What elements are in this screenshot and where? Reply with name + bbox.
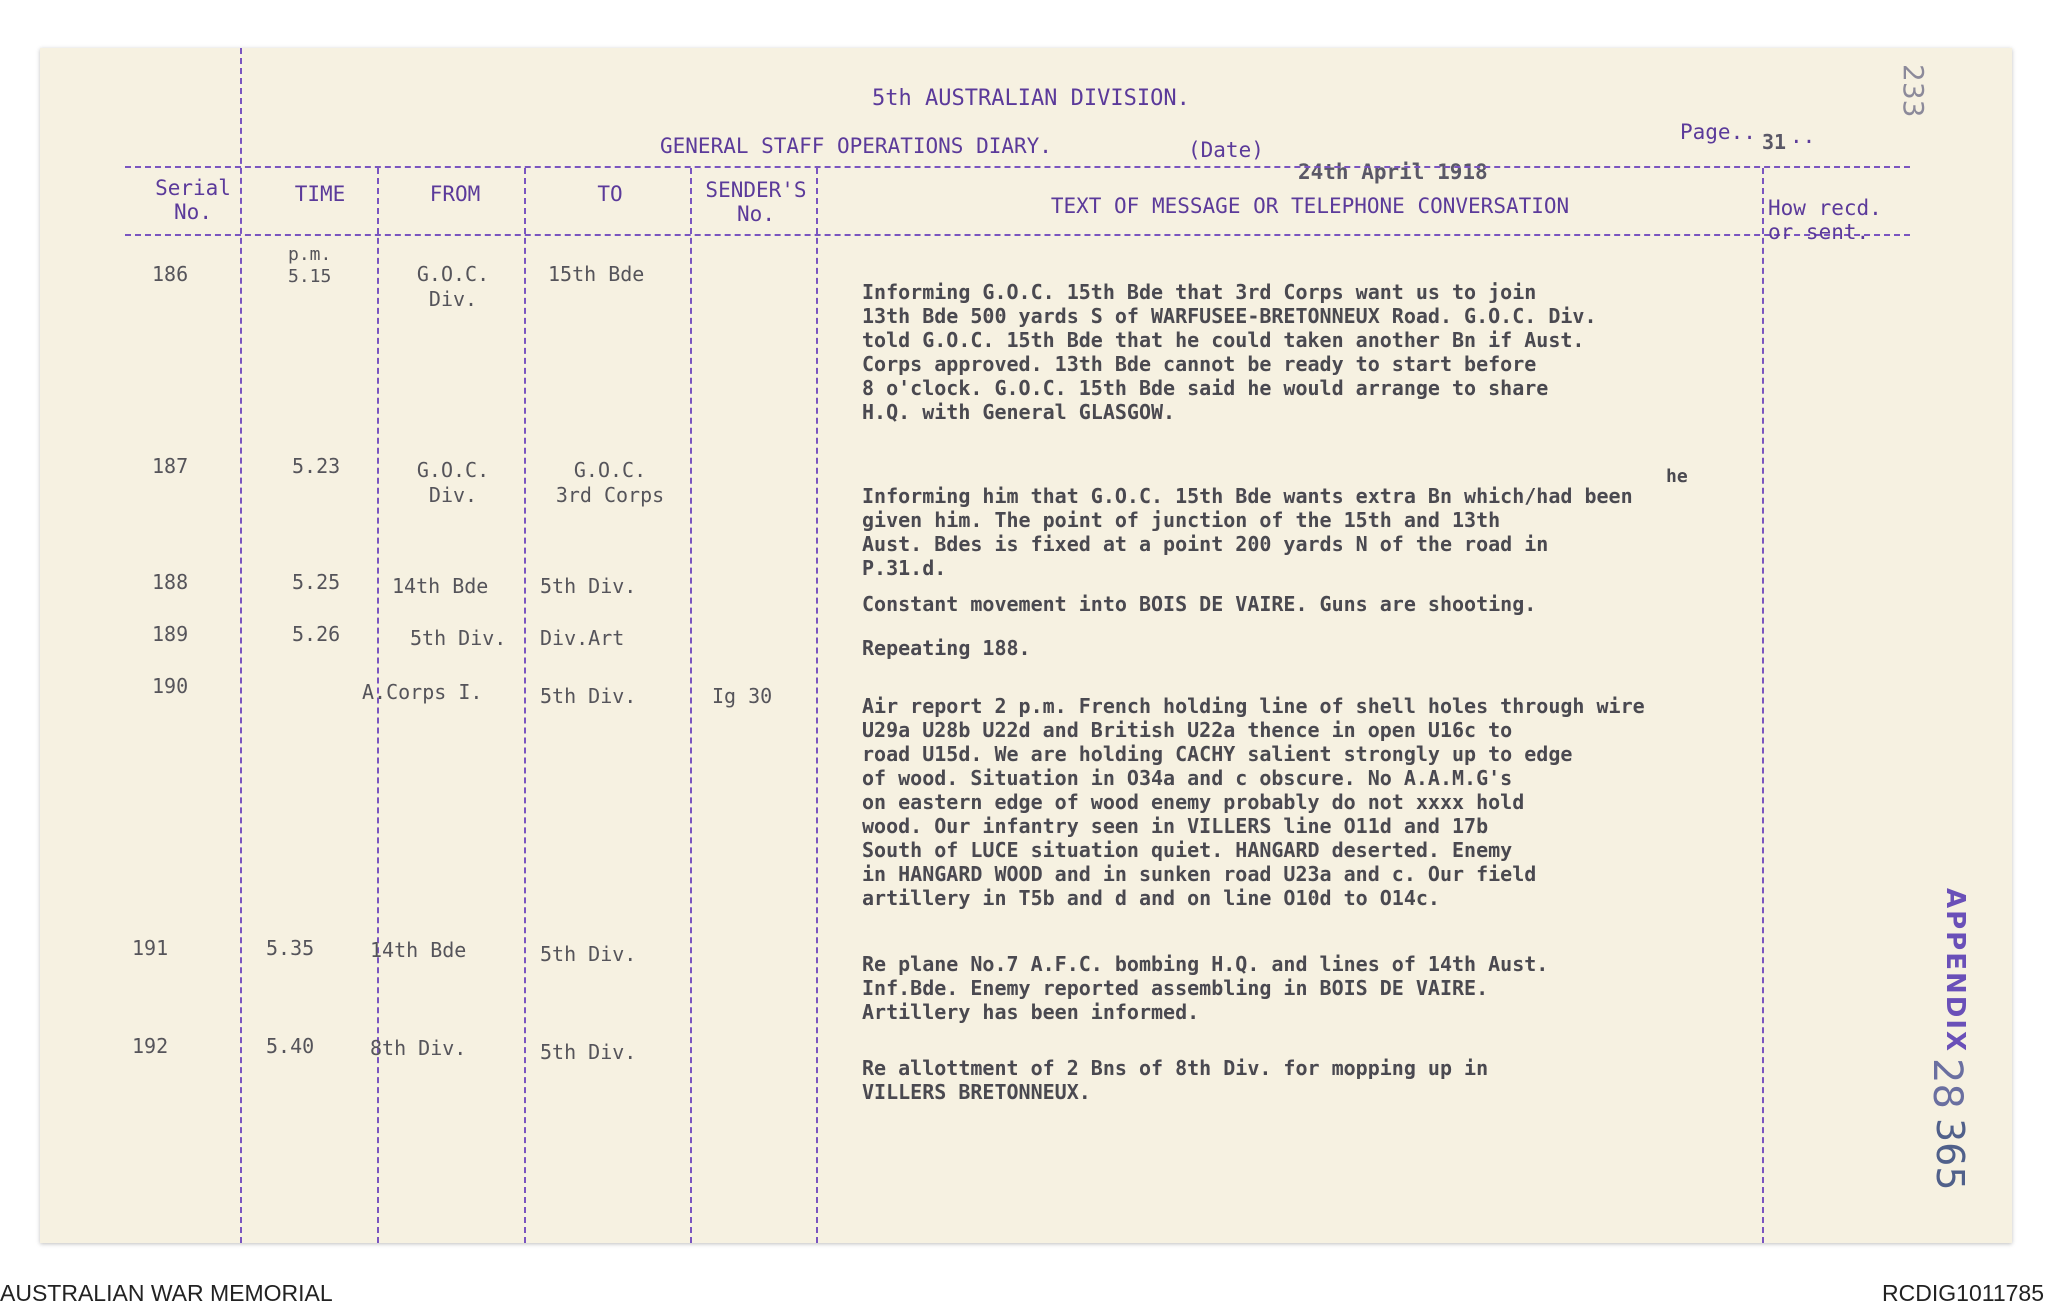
column-header-sender: SENDER'S No.: [705, 178, 807, 226]
column-divider: [524, 168, 526, 1243]
table-row-time: 5.35: [266, 936, 315, 960]
date-value: 24th April 1918: [1298, 160, 1488, 184]
table-row-text: Informing him that G.O.C. 15th Bde wants extra Bn which/had been given him. The point of junction of the 15th and 13th Aust. Bdes is fixed at a point 200 yards N of the road in P.31.d.: [862, 484, 1633, 580]
page-suffix: ..: [1790, 124, 1816, 148]
table-row-text: Air report 2 p.m. French holding line of shell holes through wire U29a U28b U22d and British U22a thence in open U16c to road U15d. We are holding CACHY salient strongly up to edge of wood. Situation in O34a and c obscure. No A.A.M.G's on eastern edge of wood enemy probably do not xxxx hold wood. Our infantry seen in VILLERS line O11d and 17b South of LUCE situation quiet. HANGARD deserted. Enemy in HANGARD WOOD and in sunken road U23a and c. Our field artillery in T5b and d and on line O10d to O14c.: [862, 694, 1645, 910]
table-row-to: 5th Div.: [540, 684, 637, 708]
diary-sheet: [40, 48, 2012, 1243]
table-row-from: 8th Div.: [370, 1036, 467, 1060]
table-row-to: 5th Div.: [540, 942, 637, 966]
header-top-line: [125, 166, 1910, 168]
header-bottom-line: [125, 234, 1910, 236]
column-header-serial: Serial No.: [155, 176, 231, 224]
table-row-text: Constant movement into BOIS DE VAIRE. Guns are shooting.: [862, 592, 1537, 616]
footer-source-label: AUSTRALIAN WAR MEMORIAL: [0, 1280, 333, 1306]
column-header-text: TEXT OF MESSAGE OR TELEPHONE CONVERSATION: [1050, 194, 1570, 218]
table-row-time: 5.26: [292, 622, 341, 646]
table-row-to: 15th Bde: [548, 262, 645, 286]
column-divider: [690, 168, 692, 1243]
table-row-time: 5.23: [292, 454, 341, 478]
table-row-serial: 192: [132, 1034, 169, 1058]
pencil-folio-number: 233: [1897, 64, 1930, 118]
table-row-serial: 190: [152, 674, 189, 698]
appendix-number: 28: [1924, 1058, 1970, 1109]
page-value: 31: [1762, 130, 1787, 154]
column-header-time: TIME: [294, 182, 346, 206]
diary-title: GENERAL STAFF OPERATIONS DIARY.: [660, 134, 1052, 158]
table-row-to: Div.Art: [540, 626, 625, 650]
table-row-to: G.O.C. 3rd Corps: [555, 458, 665, 507]
table-row-from: A.Corps I.: [362, 680, 483, 704]
footer-record-id: RCDIG1011785: [1882, 1280, 2044, 1306]
column-header-how: How recd. or sent.: [1768, 196, 1882, 244]
table-row-serial: 186: [152, 262, 189, 286]
column-divider: [816, 168, 818, 1243]
table-row-serial: 188: [152, 570, 189, 594]
column-divider: [240, 48, 242, 1243]
table-row-from: 14th Bde: [370, 938, 467, 962]
table-row-time: 5.40: [266, 1034, 315, 1058]
table-row-text: Informing G.O.C. 15th Bde that 3rd Corps want us to join 13th Bde 500 yards S of WARFUSEE-BRETONNEUX Road. G.O.C. Div. told G.O.C. 15th Bde that he could taken another Bn if Aust. Corps approved. 13th Bde cannot be ready to start before 8 o'clock. G.O.C. 15th Bde said he would arrange to share H.Q. with General GLASGOW.: [862, 280, 1597, 424]
table-row-serial: 189: [152, 622, 189, 646]
table-row-time: 5.25: [292, 570, 341, 594]
table-row-text: Repeating 188.: [862, 636, 1031, 660]
column-header-to: TO: [597, 182, 623, 206]
table-row-text: Re plane No.7 A.F.C. bombing H.Q. and lines of 14th Aust. Inf.Bde. Enemy reported assembling in BOIS DE VAIRE. Artillery has been informed.: [862, 952, 1549, 1024]
column-header-from: FROM: [429, 182, 481, 206]
handwritten-insert: he: [1666, 466, 1688, 487]
column-divider: [377, 168, 379, 1243]
table-row-serial: 187: [152, 454, 189, 478]
page-label: Page..: [1680, 120, 1756, 144]
table-row-from: G.O.C. Div.: [416, 458, 490, 507]
pencil-bottom-number: 365: [1928, 1118, 1972, 1191]
table-row-to: 5th Div.: [540, 1040, 637, 1064]
date-label: (Date): [1188, 138, 1264, 162]
table-row-from: 14th Bde: [392, 574, 489, 598]
table-row-text: Re allottment of 2 Bns of 8th Div. for mopping up in VILLERS BRETONNEUX.: [862, 1056, 1489, 1104]
division-title: 5th AUSTRALIAN DIVISION.: [872, 86, 1190, 111]
table-row-from: 5th Div.: [410, 626, 507, 650]
table-row-sender: Ig 30: [712, 684, 773, 708]
table-row-time: p.m. 5.15: [288, 244, 332, 287]
table-row-from: G.O.C. Div.: [416, 262, 490, 311]
table-row-serial: 191: [132, 936, 169, 960]
appendix-stamp: APPENDIX: [1940, 888, 1970, 1054]
table-row-to: 5th Div.: [540, 574, 637, 598]
